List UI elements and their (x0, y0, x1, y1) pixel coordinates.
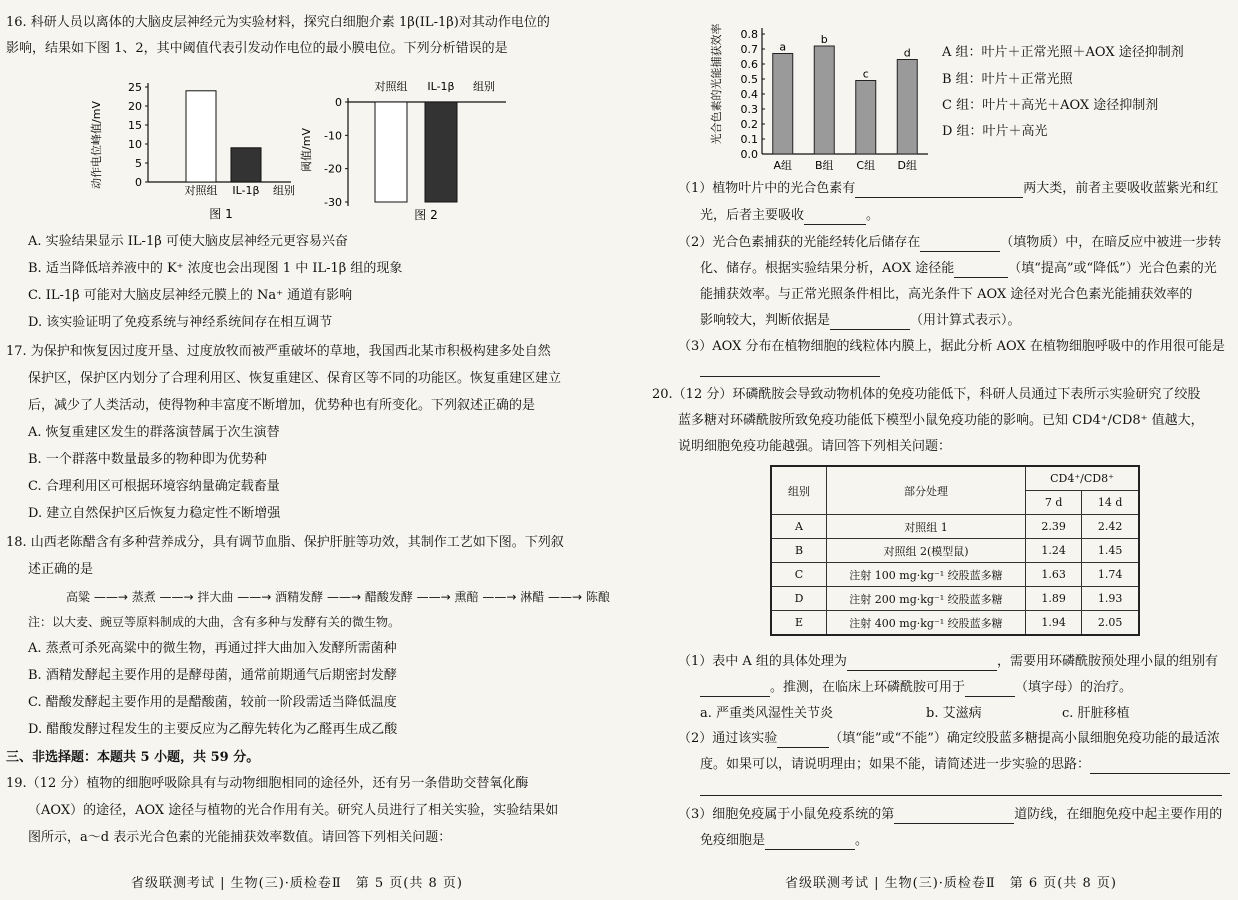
fig2-bar (375, 102, 407, 202)
fig1-tick-label: 15 (128, 119, 142, 132)
cell-14d: 2.42 (1082, 515, 1139, 539)
q19-blank-aox-role[interactable] (700, 362, 880, 377)
cell-14d: 1.74 (1082, 563, 1139, 587)
flow-step: 淋醋 (520, 590, 545, 604)
section-3-heading: 三、非选择题：本题共 5 小题，共 59 分。 (6, 750, 260, 765)
q20-th-treatment: 部分处理 (827, 466, 1026, 515)
q16-option-c[interactable]: C. IL-1β 可能对大脑皮层神经元膜上的 Na⁺ 通道有影响 (28, 288, 353, 303)
q19-tick-label: 0.7 (740, 43, 758, 56)
fig2-xlabel: 组别 (473, 80, 495, 93)
q19-tick-label: 0.1 (740, 133, 758, 146)
q19-legend-d: D 组：叶片＋高光 (942, 124, 1048, 139)
q18-process-flow (66, 588, 610, 606)
q20-th-7d: 7 d (1026, 491, 1082, 515)
fig2-caption: 图 2 (414, 208, 438, 222)
arrow-right-icon: ——→ (412, 590, 455, 604)
q18-option-d[interactable]: D. 醋酸发酵过程发生的主要反应为乙醇先转化为乙醛再生成乙酸 (28, 722, 398, 737)
flow-step: 熏醅 (454, 590, 479, 604)
fig1-bar (186, 91, 216, 182)
fig2-ylabel: 阈值/mV (300, 128, 313, 172)
q19-part3: （3）AOX 分布在植物细胞的线粒体内膜上，据此分析 AOX 在植物细胞呼吸中的作用很可能是 (678, 339, 1225, 354)
arrow-right-icon: ——→ (478, 590, 521, 604)
fig2-tick-label: 0 (335, 96, 342, 109)
q19-part2-line3: 能捕获效率。与正常光照条件相比，高光条件下 AOX 途径对光合色素光能捕获效率的 (700, 287, 1193, 302)
q19-bar-label: b (820, 33, 828, 46)
q17-option-b[interactable]: B. 一个群落中数量最多的物种即为优势种 (28, 452, 267, 467)
table-row (771, 563, 1139, 587)
flow-step: 醋酸发酵 (364, 590, 413, 604)
q19-blank-effect[interactable] (954, 263, 1008, 278)
cell-14d: 1.93 (1082, 587, 1139, 611)
q19-category-label: A组 (773, 159, 793, 172)
q18-option-c[interactable]: C. 醋酸发酵起主要作用的是醋酸菌，较前一阶段需适当降低温度 (28, 695, 397, 710)
q19-tick-label: 0.4 (740, 88, 758, 101)
q19-part1-line1: （1）植物叶片中的光合色素有 两大类，前者主要吸收蓝紫光和红 (678, 181, 1219, 196)
q19-tick-label: 0.8 (740, 28, 758, 41)
q18-stem-line2: 述正确的是 (28, 562, 94, 577)
q20-part1-line1: （1）表中 A 组的具体处理为 ，需要用环磷酰胺预处理小鼠的组别有 (678, 654, 1218, 669)
q20-th-ratio: CD4⁺/CD8⁺ (1026, 466, 1140, 491)
q20-choice-row (700, 705, 1130, 723)
q20-part3-line1: （3）细胞免疫属于小鼠免疫系统的第 道防线，在细胞免疫中起主要作用的 (678, 807, 1223, 822)
q19-part2-line4: 影响较大，判断依据是 （用计算式表示）。 (700, 313, 1021, 328)
q19-blank-pigments[interactable] (855, 183, 1023, 198)
cell-treatment: 对照组 1 (827, 515, 1026, 539)
q19-stem-line2: （AOX）的途径，AOX 途径与植物的光合作用有关。研究人员进行了相关实验，实验结果如 (28, 803, 559, 818)
q19-tick-label: 0.2 (740, 118, 758, 131)
footer-page-5: 省级联测考试 | 生物(三)·质检卷Ⅱ 第 5 页(共 8 页) (131, 876, 463, 891)
q19-part1-line2: 光，后者主要吸收 。 (700, 208, 880, 223)
q17-stem-line3: 后，减少了人类活动，使得物种丰富度不断增加，优势种也有所变化。下列叙述正确的是 (28, 398, 536, 413)
arrow-right-icon: ——→ (233, 590, 276, 604)
cell-group: D (771, 587, 827, 611)
q18-option-b[interactable]: B. 酒精发酵起主要作用的是酵母菌，通常前期通气后期密封发酵 (28, 668, 397, 683)
q20-part2-line1: （2）通过该实验 （填“能”或“不能”）确定绞股蓝多糖提高小鼠细胞免疫功能的最适浓 (678, 731, 1220, 746)
fig1-tick-label: 0 (135, 176, 142, 189)
q19-blank-formula[interactable] (830, 315, 910, 330)
cell-14d: 1.45 (1082, 539, 1139, 563)
q16-stem-line1: 16. 科研人员以离体的大脑皮层神经元为实验材料，探究白细胞介素 1β(IL-1β)对其动作电位的 (6, 15, 550, 30)
fig1-bars (186, 91, 261, 182)
fig1-xlabel: 组别 (273, 184, 295, 197)
table-row (771, 515, 1139, 539)
q20-choice-b: b. 艾滋病 (926, 706, 982, 721)
q19-tick-label: 0.5 (740, 73, 758, 86)
q19-category-label: B组 (814, 159, 834, 172)
q16-option-a[interactable]: A. 实验结果显示 IL-1β 可使大脑皮层神经元更容易兴奋 (28, 234, 348, 249)
cell-7d: 1.89 (1026, 587, 1082, 611)
flow-step: 酒精发酵 (275, 590, 324, 604)
fig1-ylabel: 动作电位峰值/mV (90, 101, 103, 189)
cell-group: E (771, 611, 827, 636)
q16-stem-line2: 影响，结果如下图 1、2，其中阈值代表引发动作电位的最小膜电位。下列分析错误的是 (6, 41, 508, 56)
q19-chart-ylabel: 光合色素的光能捕获效率 (710, 23, 723, 145)
table-row (771, 611, 1139, 636)
cell-7d: 2.39 (1026, 515, 1082, 539)
q19-tick-label: 0.3 (740, 103, 758, 116)
cell-7d: 1.63 (1026, 563, 1082, 587)
fig2-cat2: IL-1β (427, 80, 455, 93)
fig2-bar (425, 102, 457, 202)
arrow-right-icon: ——→ (155, 590, 198, 604)
flow-step: 蒸煮 (131, 590, 156, 604)
footer-page-6: 省级联测考试 | 生物(三)·质检卷Ⅱ 第 6 页(共 8 页) (785, 876, 1117, 891)
flow-step: 高粱 (66, 590, 91, 604)
q20-blank-can[interactable] (777, 733, 829, 748)
cell-treatment: 对照组 2(模型鼠) (827, 539, 1026, 563)
q20-blank-cell[interactable] (765, 835, 855, 850)
q20-blank-reason-cont[interactable] (700, 781, 1222, 796)
q17-stem-line1: 17. 为保护和恢复因过度开垦、过度放牧而被严重破坏的草地，我国西北某市积极构建多处自然 (6, 344, 551, 359)
q19-stem-line3: 图所示，a～d 表示光合色素的光能捕获效率数值。请回答下列相关问题： (28, 830, 452, 845)
q20-data-table (770, 465, 1140, 636)
q20-choice-c: c. 肝脏移植 (1062, 706, 1130, 721)
q19-category-label: C组 (856, 159, 876, 172)
q19-bar-label: a (779, 40, 787, 54)
flow-step: 陈酿 (585, 590, 610, 604)
fig2-cat1: 对照组 (374, 80, 408, 93)
cell-14d: 2.05 (1082, 611, 1139, 636)
q20-th-14d: 14 d (1082, 491, 1139, 515)
q20-part3-line2: 免疫细胞是 。 (700, 833, 869, 848)
q20-blank-reason[interactable] (1090, 759, 1230, 774)
fig1-cat2: IL-1β (232, 184, 260, 197)
q19-bar (897, 60, 917, 155)
cell-treatment: 注射 200 mg·kg⁻¹ 绞股蓝多糖 (827, 587, 1026, 611)
fig2-tick-label: -20 (324, 162, 342, 176)
q16-figure2-chart (296, 80, 526, 230)
q20-blank-defense[interactable] (894, 809, 1014, 824)
arrow-right-icon: ——→ (544, 590, 586, 604)
fig2-tick-label: -30 (324, 196, 342, 209)
q20-th-group: 组别 (771, 466, 827, 515)
q19-legend-a: A 组：叶片＋正常光照＋AOX 途径抑制剂 (942, 45, 1184, 60)
q19-bar (773, 54, 793, 155)
q19-part2-line2: 化、储存。根据实验结果分析，AOX 途径能 （填“提高”或“降低”）光合色素的光 (700, 261, 1217, 276)
arrow-right-icon: ——→ (90, 590, 132, 604)
q20-stem-line2: 蓝多糖对环磷酰胺所致免疫功能低下模型小鼠免疫功能的影响。已知 CD4⁺/CD8⁺ 值越大， (678, 413, 1204, 428)
fig2-bars (375, 102, 457, 202)
q20-part1-line2: 。推测，在临床上环磷酰胺可用于 （填字母）的治疗。 (700, 679, 1132, 697)
q17-option-c[interactable]: C. 合理利用区可根据环境容纳量确定载畜量 (28, 479, 280, 494)
fig1-tick-label: 5 (135, 157, 142, 170)
q19-legend-c: C 组：叶片＋高光＋AOX 途径抑制剂 (942, 98, 1159, 113)
fig1-tick-label: 10 (128, 138, 142, 151)
q19-category-label: D组 (897, 159, 917, 172)
q19-tick-label: 0.6 (740, 58, 758, 71)
q20-blank-letter[interactable] (965, 682, 1015, 697)
cell-group: C (771, 563, 827, 587)
q16-figure1-chart (86, 70, 296, 230)
fig2-tick-label: -10 (324, 129, 342, 143)
q19-legend-b: B 组：叶片＋正常光照 (942, 72, 1073, 87)
q19-part2-line1: （2）光合色素捕获的光能经转化后储存在 （填物质）中，在暗反应中被进一步转 (678, 235, 1222, 250)
q16-option-d[interactable]: D. 该实验证明了免疫系统与神经系统间存在相互调节 (28, 315, 333, 330)
fig1-caption: 图 1 (209, 207, 233, 221)
fig1-bar (231, 148, 261, 182)
q17-option-a[interactable]: A. 恢复重建区发生的群落演替属于次生演替 (28, 425, 280, 440)
cell-group: A (771, 515, 827, 539)
q16-option-b[interactable]: B. 适当降低培养液中的 K⁺ 浓度也会出现图 1 中 IL-1β 组的现象 (28, 261, 403, 276)
cell-7d: 1.24 (1026, 539, 1082, 563)
q20-choice-a: a. 严重类风湿性关节炎 (700, 706, 834, 721)
fig2-axes (324, 96, 506, 209)
cell-treatment: 注射 100 mg·kg⁻¹ 绞股蓝多糖 (827, 563, 1026, 587)
q20-blank-groups[interactable] (700, 682, 770, 697)
q20-stem-line1: 20.（12 分）环磷酰胺会导致动物机体的免疫功能低下，科研人员通过下表所示实验研究了绞股 (652, 387, 1201, 402)
q19-bar-chart (710, 6, 935, 176)
cell-7d: 1.94 (1026, 611, 1082, 636)
table-row (771, 539, 1139, 563)
fig1-cat1: 对照组 (184, 184, 218, 197)
q20-blank-a-treatment[interactable] (847, 656, 997, 671)
q19-bar (814, 46, 834, 154)
arrow-right-icon: ——→ (323, 590, 365, 604)
q20-stem-line3: 说明细胞免疫功能越强。请回答下列相关问题： (678, 439, 952, 454)
q19-bar (856, 81, 876, 155)
q19-bar-label: d (903, 46, 911, 60)
flow-step: 拌大曲 (197, 590, 234, 604)
q19-stem-line1: 19.（12 分）植物的细胞呼吸除具有与动物细胞相同的途径外，还有另一条借助交替氧化酶 (6, 776, 529, 791)
q17-option-d[interactable]: D. 建立自然保护区后恢复力稳定性不断增强 (28, 506, 281, 521)
q18-option-a[interactable]: A. 蒸煮可杀死高粱中的微生物，再通过拌大曲加入发酵所需菌种 (28, 641, 397, 656)
q19-blank-absorb[interactable] (804, 210, 866, 225)
q19-bar-label: c (862, 67, 869, 81)
cell-treatment: 注射 400 mg·kg⁻¹ 绞股蓝多糖 (827, 611, 1026, 636)
q18-stem-line1: 18. 山西老陈醋含有多种营养成分，具有调节血脂、保护肝脏等功效，其制作工艺如下图。下列叙 (6, 535, 564, 550)
fig1-tick-label: 20 (128, 100, 142, 113)
q20-part2-line2: 度。如果可以，请说明理由；如果不能，请简述进一步实验的思路： (700, 756, 1230, 774)
q18-note: 注：以大麦、豌豆等原料制成的大曲，含有多种与发酵有关的微生物。 (28, 615, 401, 629)
cell-group: B (771, 539, 827, 563)
fig1-tick-label: 25 (128, 81, 142, 94)
q17-stem-line2: 保护区，保护区内划分了合理利用区、恢复重建区、保育区等不同的功能区。恢复重建区建立 (28, 371, 562, 386)
q19-tick-label: 0.0 (740, 148, 758, 161)
table-row (771, 587, 1139, 611)
q19-blank-substance[interactable] (920, 237, 1000, 252)
q19-chart-bars (773, 33, 918, 154)
